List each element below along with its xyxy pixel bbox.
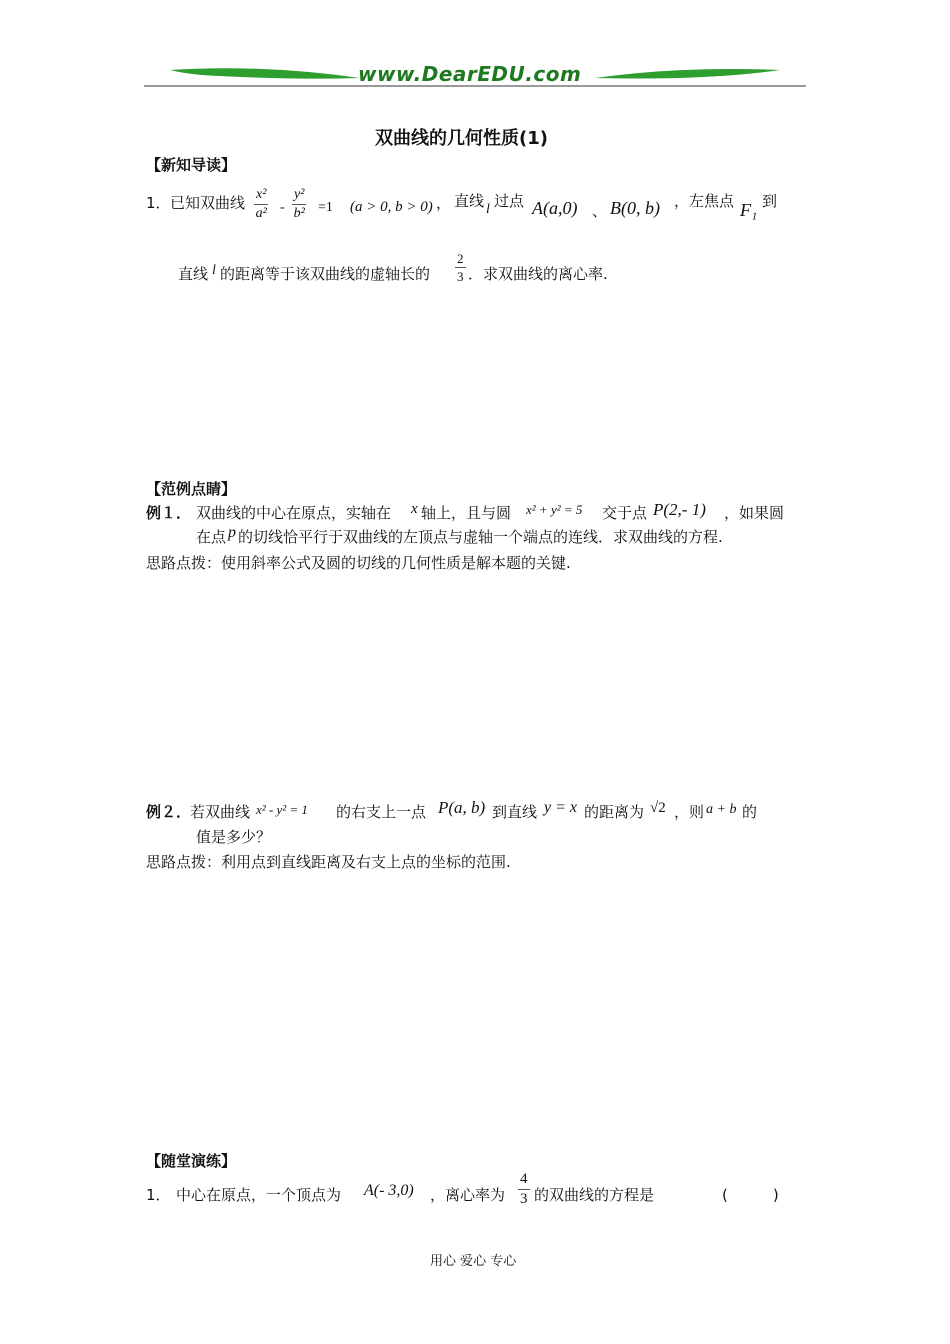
ex1-point-p: P(2,- 1) [653, 500, 706, 519]
q1-separator: 、 [592, 202, 608, 220]
q1-point-a: A(a,0) [532, 198, 578, 218]
q1-text-2: 直线 [454, 192, 485, 210]
q1-line2-text-b: 的距离等于该双曲线的虚轴长的 [220, 265, 431, 283]
q1-text-3: 过点 [494, 192, 525, 210]
q1-equals: =1 [318, 200, 333, 215]
q1-comma: ， [436, 194, 452, 212]
q1-line-l: l [486, 202, 490, 217]
ex1-circle-equation: x² + y² = 5 [526, 502, 583, 517]
q1-minus: - [280, 200, 285, 215]
q1-line2-l: l [212, 263, 216, 278]
page-title: 双曲线的几何性质(1) [375, 128, 548, 149]
ex1-x: x [411, 501, 418, 517]
section-examples: 【范例点睛】 [146, 480, 237, 498]
practice1-fraction-four-thirds: 4 3 [520, 1171, 528, 1207]
q1-text-4: ，左焦点 [674, 192, 735, 210]
ex2-point-p: P(a, b) [438, 798, 486, 817]
ex2-text-1: 若双曲线 [190, 803, 251, 821]
q1-fraction-two-thirds: 2 3 [457, 251, 464, 284]
q1-point-b: B(0, b) [610, 198, 660, 218]
q1-number: 1． [146, 194, 171, 212]
ex1-hint: 思路点拨：使用斜率公式及圆的切线的几何性质是解本题的关键. [146, 554, 571, 572]
ex1-label: 例１． [146, 504, 192, 522]
section-practice: 【随堂演练】 [146, 1152, 237, 1170]
q1-text-1: 已知双曲线 [170, 194, 246, 212]
practice1-number: 1． [146, 1186, 171, 1204]
section-intro: 【新知导读】 [146, 156, 237, 174]
q1-condition: (a > 0, b > 0) [350, 199, 433, 215]
ex1-text-1: 双曲线的中心在原点，实轴在 [196, 504, 392, 522]
ex2-line-y-equals-x: y = x [544, 799, 577, 816]
ex2-label: 例２． [146, 803, 192, 821]
ex2-hyperbola-equation: x² - y² = 1 [256, 802, 308, 817]
q1-fraction-x: x² a² [255, 187, 267, 221]
ex1-line2-a: 在点 [196, 528, 227, 546]
practice1-answer-paren: ( ) [722, 1186, 779, 1204]
ex1-line2-p: p [228, 524, 236, 541]
ex2-text-4: 的距离为 [584, 803, 645, 821]
page-footer: 用心 爱心 专心 [430, 1254, 517, 1269]
ex2-text-5: ，则 [674, 803, 705, 821]
q1-text-5: 到 [762, 192, 778, 210]
ex1-text-3: 交于点 [602, 504, 648, 522]
ex2-hint: 思路点拨：利用点到直线距离及右支上点的坐标的范围. [146, 853, 511, 871]
ex2-text-3: 到直线 [492, 803, 538, 821]
q1-fraction-y: y² b² [293, 187, 305, 221]
ex1-text-4: ，如果圆 [724, 504, 785, 522]
practice1-text-2: ，离心率为 [430, 1186, 506, 1204]
header-logo-text: www.DearEDU.com [358, 62, 582, 86]
ex2-text-6: 的 [742, 803, 758, 821]
q1-line2-text-a: 直线 [178, 265, 209, 283]
practice1-point-a: A(- 3,0) [364, 1182, 414, 1199]
ex1-text-2: 轴上，且与圆 [421, 504, 512, 522]
q1-line2-text-c: ．求双曲线的离心率. [468, 265, 608, 283]
ex2-a-plus-b: a + b [706, 802, 737, 817]
q1-focus-f1: F₁ [740, 200, 758, 220]
ex2-line2: 值是多少？ [196, 828, 272, 846]
practice1-text-3: 的双曲线的方程是 [534, 1186, 655, 1204]
practice1-text-1: 中心在原点，一个顶点为 [176, 1186, 342, 1204]
ex2-text-2: 的右支上一点 [336, 803, 427, 821]
ex1-line2-b: 的切线恰平行于双曲线的左顶点与虚轴一个端点的连线．求双曲线的方程. [238, 528, 723, 546]
ex2-sqrt-2: √2 [650, 800, 666, 816]
